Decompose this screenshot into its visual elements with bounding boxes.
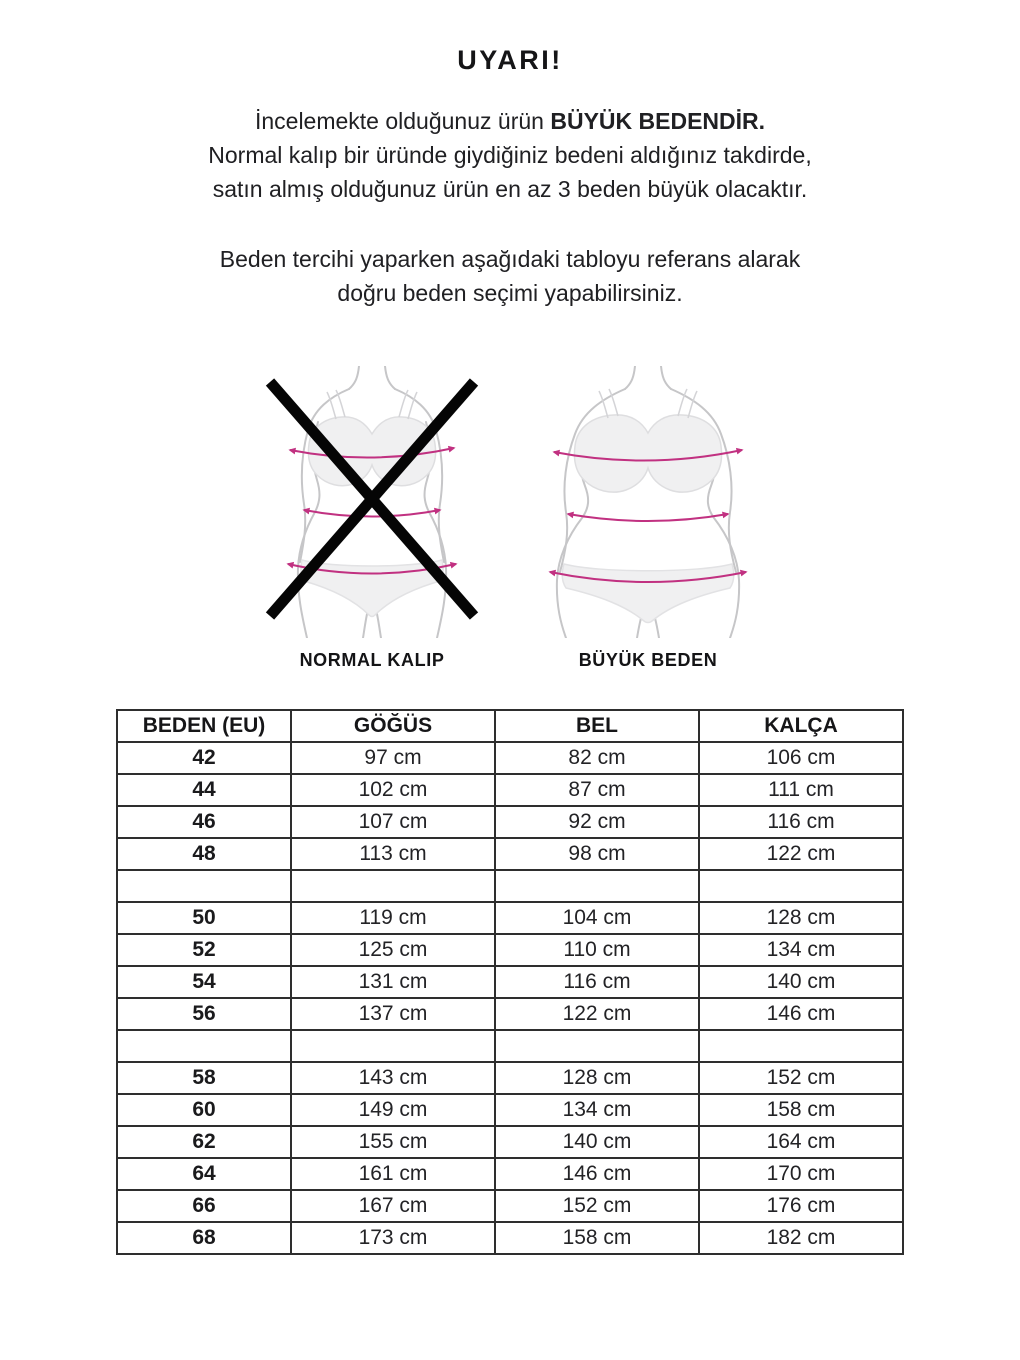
measurement-cell: 106 cm bbox=[699, 742, 903, 774]
size-cell: 46 bbox=[117, 806, 291, 838]
measurement-cell: 137 cm bbox=[291, 998, 495, 1030]
measurement-cell: 167 cm bbox=[291, 1190, 495, 1222]
size-cell: 42 bbox=[117, 742, 291, 774]
intro-paragraph bbox=[70, 104, 950, 206]
size-row bbox=[117, 934, 903, 966]
measurement-cell: 102 cm bbox=[291, 774, 495, 806]
measurement-cell: 128 cm bbox=[699, 902, 903, 934]
measurement-cell: 173 cm bbox=[291, 1222, 495, 1254]
size-row bbox=[117, 838, 903, 870]
measurement-cell: 143 cm bbox=[291, 1062, 495, 1094]
size-cell: 58 bbox=[117, 1062, 291, 1094]
measurement-cell: 158 cm bbox=[699, 1094, 903, 1126]
header-cell-bust: GÖĞÜS bbox=[291, 710, 495, 742]
measurement-cell: 128 cm bbox=[495, 1062, 699, 1094]
measurement-cell: 111 cm bbox=[699, 774, 903, 806]
measurement-cell bbox=[495, 1030, 699, 1062]
size-row bbox=[117, 1222, 903, 1254]
size-cell: 54 bbox=[117, 966, 291, 998]
header-cell-hip: KALÇA bbox=[699, 710, 903, 742]
measurement-cell bbox=[291, 870, 495, 902]
size-row bbox=[117, 1094, 903, 1126]
measurement-cell bbox=[291, 1030, 495, 1062]
measurement-cell: 146 cm bbox=[495, 1158, 699, 1190]
size-row bbox=[117, 774, 903, 806]
size-cell: 44 bbox=[117, 774, 291, 806]
size-cell: 52 bbox=[117, 934, 291, 966]
measurement-cell: 97 cm bbox=[291, 742, 495, 774]
measurement-cell: 140 cm bbox=[495, 1126, 699, 1158]
measurement-cell: 113 cm bbox=[291, 838, 495, 870]
waist-measure-arrow bbox=[304, 510, 440, 517]
bra bbox=[308, 390, 435, 486]
intro-line2: Normal kalıp bir üründe giydiğiniz bedeni aldığınız takdirde, bbox=[208, 142, 812, 168]
size-row bbox=[117, 1062, 903, 1094]
size-row bbox=[117, 1190, 903, 1222]
size-row bbox=[117, 966, 903, 998]
panties bbox=[562, 564, 733, 623]
measurement-cell: 170 cm bbox=[699, 1158, 903, 1190]
instruction-line2: doğru beden seçimi yapabilirsiniz. bbox=[337, 280, 683, 306]
measurement-cell: 164 cm bbox=[699, 1126, 903, 1158]
size-row bbox=[117, 998, 903, 1030]
size-table bbox=[116, 709, 904, 1255]
size-row bbox=[117, 742, 903, 774]
size-cell: 56 bbox=[117, 998, 291, 1030]
waist-measure-arrow bbox=[568, 514, 728, 521]
size-row bbox=[117, 1158, 903, 1190]
measurement-cell: 182 cm bbox=[699, 1222, 903, 1254]
size-cell: 66 bbox=[117, 1190, 291, 1222]
measurement-cell: 122 cm bbox=[495, 998, 699, 1030]
measurement-cell bbox=[495, 870, 699, 902]
figures-row bbox=[0, 366, 1020, 671]
size-cell: 50 bbox=[117, 902, 291, 934]
measurement-cell: 131 cm bbox=[291, 966, 495, 998]
size-cell bbox=[117, 1030, 291, 1062]
size-row bbox=[117, 902, 903, 934]
spacer-row bbox=[117, 1030, 903, 1062]
panties bbox=[301, 560, 443, 617]
intro-line1-text: İncelemekte olduğunuz ürün bbox=[254, 108, 551, 134]
measurement-cell: 152 cm bbox=[699, 1062, 903, 1094]
measurement-cell: 134 cm bbox=[699, 934, 903, 966]
size-row bbox=[117, 1126, 903, 1158]
size-cell: 60 bbox=[117, 1094, 291, 1126]
instruction-line1: Beden tercihi yaparken aşağıdaki tabloyu referans alarak bbox=[219, 246, 801, 272]
header-cell-waist: BEL bbox=[495, 710, 699, 742]
measurement-cell: 87 cm bbox=[495, 774, 699, 806]
header-cell-size: BEDEN (EU) bbox=[117, 710, 291, 742]
intro-line3: satın almış olduğunuz ürün en az 3 beden büyük olacaktır. bbox=[212, 176, 808, 202]
measurement-cell: 158 cm bbox=[495, 1222, 699, 1254]
measurement-cell: 98 cm bbox=[495, 838, 699, 870]
normal-fit-label: NORMAL KALIP bbox=[299, 650, 445, 670]
measurement-cell: 125 cm bbox=[291, 934, 495, 966]
page-title: UYARI! bbox=[457, 45, 563, 75]
measurement-cell: 152 cm bbox=[495, 1190, 699, 1222]
size-table-body bbox=[117, 742, 903, 1254]
measurement-cell: 116 cm bbox=[495, 966, 699, 998]
intro-line1-emphasis: BÜYÜK BEDENDİR. bbox=[550, 108, 766, 134]
measurement-cell bbox=[699, 1030, 903, 1062]
measurement-cell: 104 cm bbox=[495, 902, 699, 934]
size-cell: 48 bbox=[117, 838, 291, 870]
size-cell: 68 bbox=[117, 1222, 291, 1254]
measurement-cell: 140 cm bbox=[699, 966, 903, 998]
size-table-header-row bbox=[117, 710, 903, 742]
measurement-cell: 122 cm bbox=[699, 838, 903, 870]
measurement-cell: 110 cm bbox=[495, 934, 699, 966]
plus-size-illustration bbox=[537, 366, 759, 638]
measurement-cell: 134 cm bbox=[495, 1094, 699, 1126]
size-cell: 64 bbox=[117, 1158, 291, 1190]
measurement-cell bbox=[699, 870, 903, 902]
measurement-cell: 155 cm bbox=[291, 1126, 495, 1158]
plus-size-figure bbox=[532, 366, 764, 671]
spacer-row bbox=[117, 870, 903, 902]
measurement-cell: 92 cm bbox=[495, 806, 699, 838]
normal-fit-illustration bbox=[261, 366, 483, 638]
size-row bbox=[117, 806, 903, 838]
size-cell: 62 bbox=[117, 1126, 291, 1158]
normal-fit-figure bbox=[256, 366, 488, 671]
size-cell bbox=[117, 870, 291, 902]
measurement-cell: 107 cm bbox=[291, 806, 495, 838]
measurement-cell: 146 cm bbox=[699, 998, 903, 1030]
measurement-cell: 161 cm bbox=[291, 1158, 495, 1190]
measurement-cell: 116 cm bbox=[699, 806, 903, 838]
plus-size-label: BÜYÜK BEDEN bbox=[578, 650, 718, 670]
measurement-cell: 82 cm bbox=[495, 742, 699, 774]
instruction-paragraph bbox=[70, 242, 950, 310]
measurement-cell: 119 cm bbox=[291, 902, 495, 934]
measurement-cell: 176 cm bbox=[699, 1190, 903, 1222]
measurement-cell: 149 cm bbox=[291, 1094, 495, 1126]
